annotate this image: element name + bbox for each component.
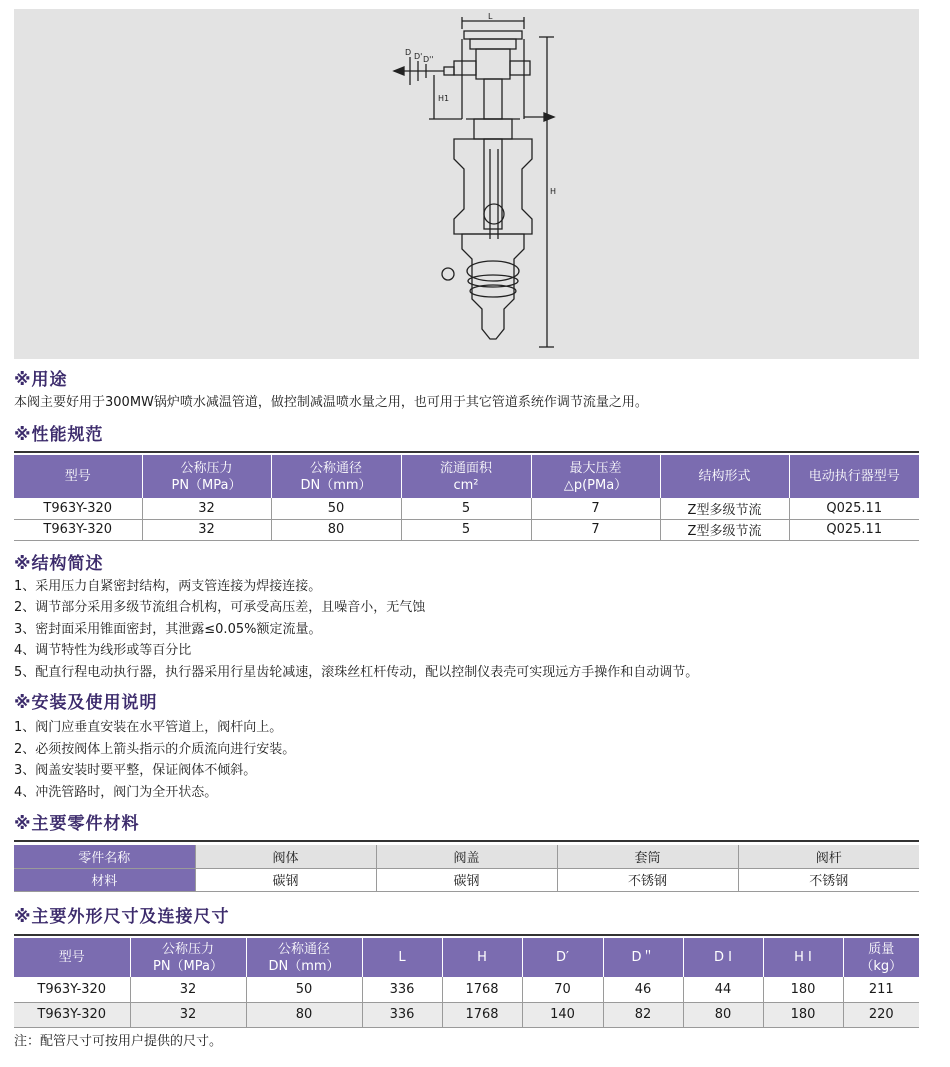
list-item: 3、阀盖安装时要平整，保证阀体不倾斜。 — [14, 763, 257, 778]
table-cell: 7 — [531, 498, 660, 519]
table-cell: 82 — [603, 1002, 683, 1027]
list-item: 1、阀门应垂直安装在水平管道上，阀杆向上。 — [14, 720, 283, 735]
table-cell: 44 — [683, 977, 763, 1002]
dim-header-L: L — [362, 938, 442, 977]
table-cell: Q025.11 — [789, 498, 919, 519]
dim-header-H1: H Ⅰ — [763, 938, 843, 977]
materials-header-part-name: 零件名称 — [14, 845, 195, 868]
perf-header-actuator: 电动执行器型号 — [789, 455, 919, 498]
list-item: 1、采用压力自紧密封结构，两支管连接为焊接连接。 — [14, 579, 322, 594]
table-cell: 80 — [271, 519, 401, 540]
performance-title: ※性能规范 — [14, 425, 104, 445]
dim-H1-label: H1 — [438, 94, 450, 103]
dim-header-D-prime: D′ — [522, 938, 603, 977]
table-row — [14, 845, 919, 868]
table-cell: 70 — [522, 977, 603, 1002]
table-cell: Z型多级节流 — [660, 498, 789, 519]
table-cell: 5 — [401, 498, 531, 519]
table-cell: 336 — [362, 977, 442, 1002]
dim-H-label: H — [550, 187, 557, 196]
table-cell: 1768 — [442, 1002, 522, 1027]
dim-header-diameter: 公称通径 DN（mm） — [246, 938, 362, 977]
table-cell: T963Y-320 — [14, 977, 130, 1002]
table-cell: 阀体 — [195, 845, 376, 868]
table-cell: 不锈钢 — [738, 868, 919, 891]
perf-header-diameter: 公称通径 DN（mm） — [271, 455, 401, 498]
dim-header-D1: D Ⅰ — [683, 938, 763, 977]
list-item: 4、冲洗管路时，阀门为全开状态。 — [14, 785, 218, 800]
valve-drawing — [14, 9, 919, 359]
table-cell: 32 — [130, 977, 246, 1002]
dimensions-table — [14, 938, 919, 1028]
dim-D-label: D — [405, 48, 412, 57]
table-cell: 套筒 — [557, 845, 738, 868]
list-item: 2、必须按阀体上箭头指示的介质流向进行安装。 — [14, 742, 296, 757]
table-cell: 140 — [522, 1002, 603, 1027]
list-item: 2、调节部分采用多级节流组合机构，可承受高压差，且噪音小，无气蚀 — [14, 600, 426, 615]
table-cell: 阀盖 — [376, 845, 557, 868]
perf-header-max-pressure-diff: 最大压差 △p(PMa） — [531, 455, 660, 498]
performance-table — [14, 455, 919, 541]
table-cell: 7 — [531, 519, 660, 540]
structure-title: ※结构简述 — [14, 554, 104, 574]
table-cell: 1768 — [442, 977, 522, 1002]
table-cell: 不锈钢 — [557, 868, 738, 891]
table-cell: 32 — [142, 519, 271, 540]
table-cell: 碳钢 — [195, 868, 376, 891]
performance-header-row — [14, 455, 919, 498]
table-cell: 46 — [603, 977, 683, 1002]
list-item: 5、配直行程电动执行器，执行器采用行星齿轮减速，滚珠丝杠杆传动，配以控制仪表壳可实现远方手操作和自动调节。 — [14, 665, 699, 680]
usage-text: 本阀主要好用于300MW锅炉喷水减温管道，做控制减温喷水量之用，也可用于其它管道系统作调节流量之用。 — [14, 395, 648, 410]
dim-header-pressure: 公称压力 PN（MPa） — [130, 938, 246, 977]
table-row — [14, 1002, 919, 1027]
materials-header-material: 材料 — [14, 868, 195, 891]
install-title: ※安装及使用说明 — [14, 693, 158, 713]
dim-header-weight: 质量 （kg） — [843, 938, 919, 977]
table-cell: 32 — [142, 498, 271, 519]
dimensions-title: ※主要外形尺寸及连接尺寸 — [14, 907, 230, 927]
list-item: 4、调节特性为线形或等百分比 — [14, 643, 192, 658]
dim-L-label: L — [488, 12, 493, 21]
table-cell: 80 — [246, 1002, 362, 1027]
materials-table — [14, 845, 919, 892]
perf-header-structure: 结构形式 — [660, 455, 789, 498]
dim-header-H: H — [442, 938, 522, 977]
table-cell: T963Y-320 — [14, 519, 142, 540]
perf-header-pressure: 公称压力 PN（MPa） — [142, 455, 271, 498]
table-cell: 336 — [362, 1002, 442, 1027]
dim-header-D-double-prime: D＂ — [603, 938, 683, 977]
table-cell: 50 — [271, 498, 401, 519]
table-cell: T963Y-320 — [14, 498, 142, 519]
table-row — [14, 977, 919, 1002]
table-cell: 220 — [843, 1002, 919, 1027]
table-cell: T963Y-320 — [14, 1002, 130, 1027]
performance-rule — [14, 451, 919, 453]
table-cell: 50 — [246, 977, 362, 1002]
materials-title: ※主要零件材料 — [14, 814, 140, 834]
dim-D-prime-label: D' — [414, 52, 423, 61]
dimensions-note: 注：配管尺寸可按用户提供的尺寸。 — [14, 1034, 223, 1049]
table-cell: 180 — [763, 977, 843, 1002]
usage-title: ※用途 — [14, 370, 68, 390]
table-cell: 180 — [763, 1002, 843, 1027]
dim-D-double-prime-label: D'' — [423, 55, 434, 64]
table-cell: Z型多级节流 — [660, 519, 789, 540]
dimensions-header-row — [14, 938, 919, 977]
list-item: 3、密封面采用锥面密封，其泄露≤0.05%额定流量。 — [14, 622, 322, 637]
table-cell: 211 — [843, 977, 919, 1002]
table-cell: 5 — [401, 519, 531, 540]
table-row — [14, 498, 919, 519]
valve-drawing-svg — [14, 9, 919, 359]
perf-header-flow-area: 流通面积 cm² — [401, 455, 531, 498]
table-cell: Q025.11 — [789, 519, 919, 540]
table-cell: 32 — [130, 1002, 246, 1027]
table-cell: 碳钢 — [376, 868, 557, 891]
table-cell: 阀杆 — [738, 845, 919, 868]
materials-rule — [14, 840, 919, 842]
table-row — [14, 868, 919, 891]
table-row — [14, 519, 919, 540]
table-cell: 80 — [683, 1002, 763, 1027]
dimensions-rule — [14, 934, 919, 936]
dim-header-model: 型号 — [14, 938, 130, 977]
perf-header-model: 型号 — [14, 455, 142, 498]
